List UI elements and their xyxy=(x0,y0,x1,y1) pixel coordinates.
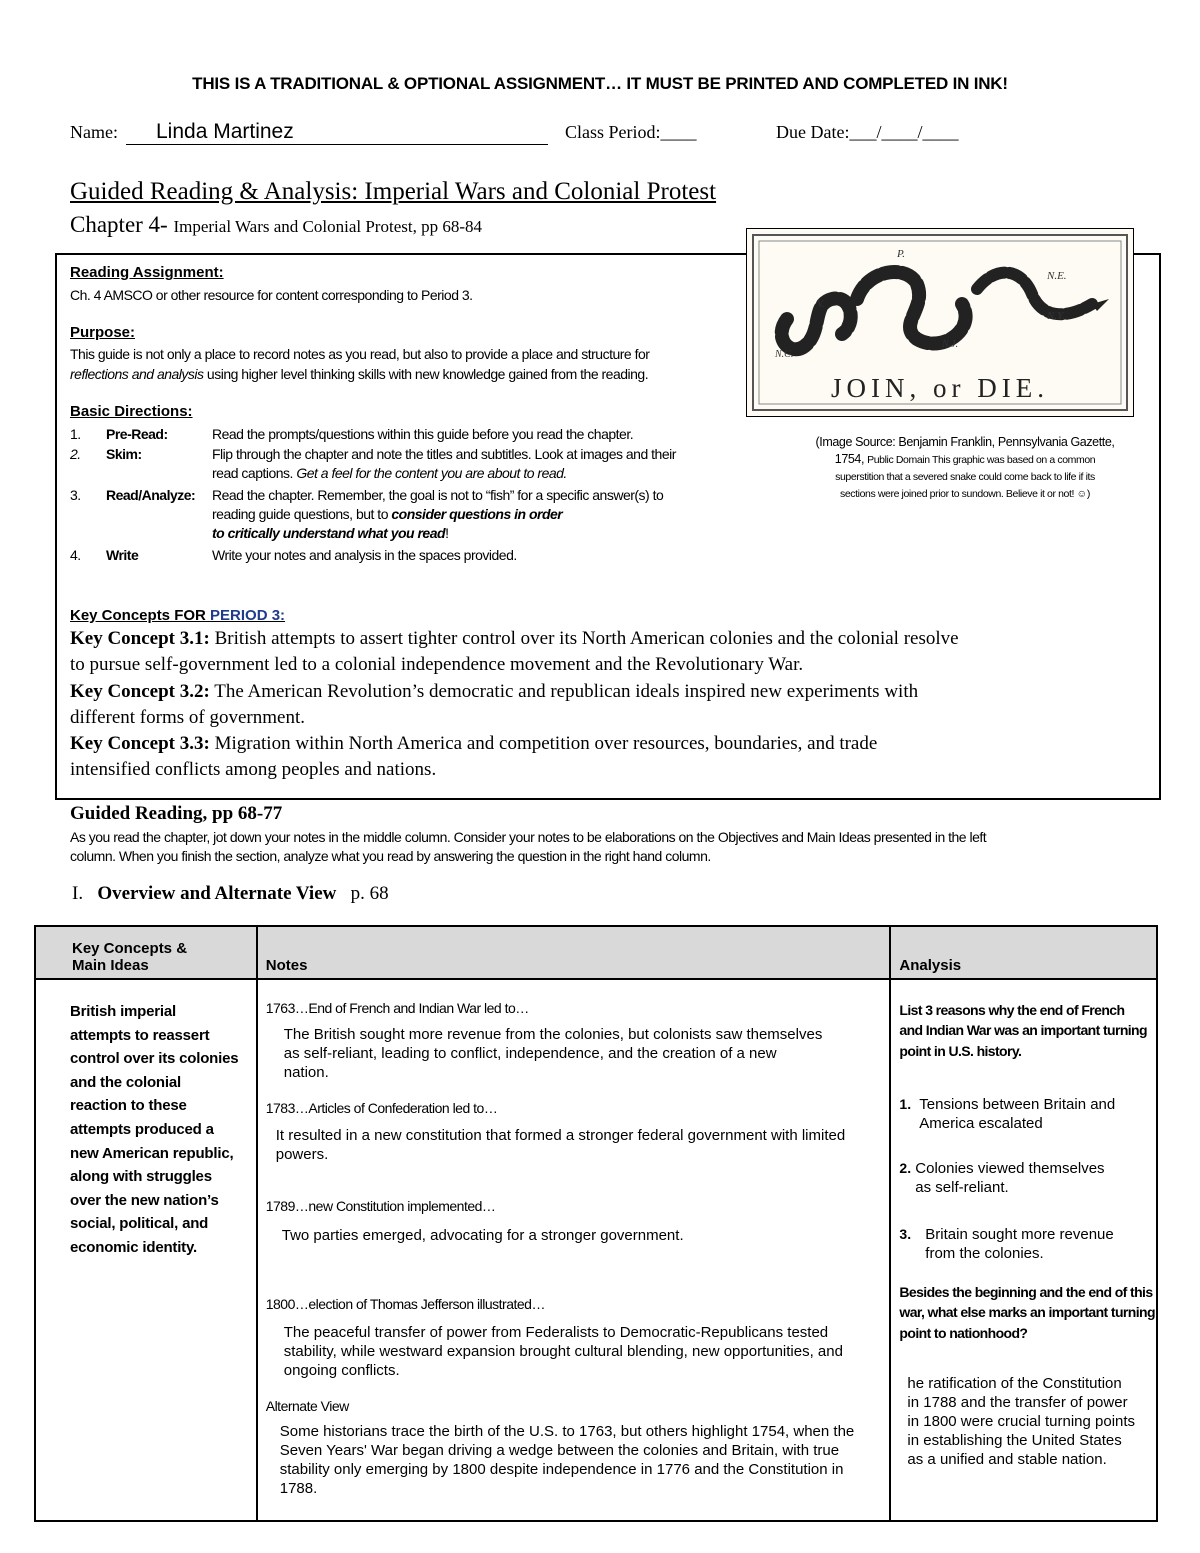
direction-num: 2. xyxy=(70,446,81,462)
key-concept-label: Key Concept 3.3: xyxy=(70,733,210,755)
purpose-heading: Purpose: xyxy=(70,324,136,341)
analysis-item-num: 1. xyxy=(899,1096,912,1112)
direction-text-a: read captions. xyxy=(212,465,297,481)
direction-text: Flip through the chapter and note the titles and subtitles. Look at images and their xyxy=(212,446,676,462)
directions-heading: Basic Directions: xyxy=(70,403,193,420)
direction-label: Write xyxy=(106,547,139,563)
table-header-row xyxy=(35,926,1157,979)
note-prompt: Alternate View xyxy=(265,1398,349,1414)
direction-num: 1. xyxy=(70,426,81,442)
note-answer[interactable]: It resulted in a new constitution that formed a stronger federal government with limited powers. xyxy=(275,1127,846,1163)
key-concept-label: Key Concept 3.1: xyxy=(70,628,210,649)
snake-illustration xyxy=(747,229,1133,416)
guided-reading-line: As you read the chapter, jot down your notes in the middle column. Consider your notes to be elaborations on the Objectives and Main Ideas presented in the left xyxy=(70,829,987,845)
key-concept-line: intensified conflicts among peoples and nations. xyxy=(70,759,437,781)
direction-text-end: ! xyxy=(445,525,449,541)
svg-text:N.E.: N.E. xyxy=(1047,270,1067,282)
section-title: Overview and Alternate View xyxy=(97,883,337,904)
guided-reading-heading: Guided Reading, pp 68-77 xyxy=(70,803,283,824)
header-fields xyxy=(70,122,1070,148)
direction-text: Write your notes and analysis in the spaces provided. xyxy=(212,547,517,563)
analysis-item-text: Colonies viewed themselves as self-reliant. xyxy=(915,1160,1105,1196)
svg-text:N.C.: N.C. xyxy=(775,349,794,360)
key-concept-text: British attempts to assert tighter control over its North American colonies and the colonial resolve xyxy=(209,628,959,649)
direction-text-bold-italic: consider questions in order xyxy=(391,506,563,522)
key-concept-line xyxy=(70,679,1150,705)
analysis-item[interactable] xyxy=(899,1095,1155,1133)
direction-text xyxy=(212,524,752,542)
caption-line: (Image Source: Benjamin Franklin, Pennsylvania Gazette, xyxy=(815,435,1115,449)
note-prompt: 1789…new Constitution implemented… xyxy=(265,1198,496,1214)
direction-num: 3. xyxy=(70,487,81,503)
direction-num: 4. xyxy=(70,547,81,563)
direction-text xyxy=(212,505,752,523)
chapter-subtitle: Imperial Wars and Colonial Protest, pp 68-84 xyxy=(173,217,482,236)
analysis-item-text: Britain sought more revenue from the colonies. xyxy=(925,1226,1114,1262)
section-page: p. 68 xyxy=(350,883,389,904)
svg-text:N.Y.: N.Y. xyxy=(1047,310,1065,322)
assignment-banner: THIS IS A TRADITIONAL & OPTIONAL ASSIGNMENT… IT MUST BE PRINTED AND COMPLETED IN INK! xyxy=(192,74,1008,93)
key-concept-text: Migration within North America and competition over resources, boundaries, and trade xyxy=(209,733,878,755)
analysis-item-text: Tensions between Britain and America escalated xyxy=(919,1096,1116,1132)
note-answer[interactable]: The peaceful transfer of power from Federalists to Democratic-Republicans tested stability, while westward expansion brought cultural blending, new opportunities, and ongoing conflicts. xyxy=(283,1324,843,1379)
header-notes: Notes xyxy=(257,926,891,979)
note-prompt: 1783…Articles of Confederation led to… xyxy=(265,1100,498,1116)
due-date-field[interactable]: Due Date:___/____/____ xyxy=(776,122,959,142)
reading-assignment-text: Ch. 4 AMSCO or other resource for content corresponding to Period 3. xyxy=(70,287,473,303)
purpose-italic: reflections and analysis xyxy=(70,366,204,382)
caption-line xyxy=(790,451,1140,469)
purpose-rest: using higher level thinking skills with new knowledge gained from the reading. xyxy=(203,366,649,382)
chapter-label: Chapter 4- xyxy=(70,212,168,237)
name-label: Name: xyxy=(70,122,118,142)
section-heading xyxy=(72,883,389,905)
direction-text xyxy=(212,464,752,482)
caption-part: Public Domain This graphic was based on a common xyxy=(867,454,1096,466)
direction-text-bold-italic: to critically understand what you read xyxy=(212,525,446,541)
section-num: I. xyxy=(72,883,84,904)
direction-text-a: reading guide questions, but to xyxy=(212,506,392,522)
motto-text: JOIN, or DIE. xyxy=(831,373,1049,403)
analysis-question: Besides the beginning and the end of this war, what else marks an important turning point to nationhood? xyxy=(899,1284,1155,1341)
purpose-line2 xyxy=(70,366,648,382)
key-concept-line xyxy=(70,626,1150,652)
svg-text:N.J.: N.J. xyxy=(942,339,959,350)
notes-table xyxy=(34,925,1158,1522)
direction-label: Pre-Read: xyxy=(106,426,168,442)
analysis-answer[interactable]: he ratification of the Constitution in 1788 and the transfer of power in 1800 were crucial turning points in establishing the United States as a unified and stable nation. xyxy=(907,1375,1136,1468)
note-prompt: 1763…End of French and Indian War led to… xyxy=(265,1000,529,1016)
key-concepts-heading-a: Key Concepts FOR xyxy=(70,607,211,624)
analysis-cell[interactable] xyxy=(890,979,1157,1521)
class-period-field[interactable]: Class Period:____ xyxy=(565,122,697,142)
direction-text-italic: Get a feel for the content you are about to read. xyxy=(296,465,567,481)
key-concepts-heading-b: PERIOD 3: xyxy=(210,607,286,624)
svg-text:P.: P. xyxy=(897,248,906,260)
chapter-heading xyxy=(70,212,482,238)
image-caption xyxy=(790,434,1140,503)
key-concepts-heading xyxy=(70,607,285,624)
key-concept-line xyxy=(70,731,1150,757)
direction-label: Skim: xyxy=(106,446,142,462)
header-label: Key Concepts & xyxy=(72,940,188,957)
header-key-concepts xyxy=(35,926,257,979)
direction-text: Read the prompts/questions within this guide before you read the chapter. xyxy=(212,426,634,442)
header-label: Main Ideas xyxy=(72,957,149,974)
analysis-item-num: 2. xyxy=(899,1160,912,1176)
purpose-line1: This guide is not only a place to record notes as you read, but also to provide a place and structure for xyxy=(70,346,650,362)
analysis-question: List 3 reasons why the end of French and Indian War was an important turning point in U.S. history. xyxy=(899,1002,1147,1059)
caption-part: 1754, xyxy=(834,452,868,466)
key-concept-text: The American Revolution’s democratic and republican ideals inspired new experiments with xyxy=(209,680,919,702)
main-idea-text: British imperial attempts to reassert control over its colonies and the colonial reaction to these attempts produced a new American republic, along with struggles over the new nation’s social, political, and economic identity. xyxy=(70,1003,239,1256)
caption-line: superstition that a severed snake could come back to life if its xyxy=(835,471,1095,483)
note-answer[interactable]: Some historians trace the birth of the U.S. to 1763, but others highlight 1754, when the Seven Years' War began driving a wedge between the colonies and Britain, with true stability only emerging by 1800 despite independence in 1776 and the Constitution in 1788. xyxy=(279,1423,855,1497)
note-answer[interactable]: The British sought more revenue from the colonies, but colonists saw themselves as self-reliant, leading to conflict, independence, and the creation of a new nation. xyxy=(283,1026,823,1081)
header-analysis: Analysis xyxy=(890,926,1157,979)
key-concept-line: different forms of government. xyxy=(70,706,305,728)
note-answer[interactable]: Two parties emerged, advocating for a stronger government. xyxy=(281,1227,684,1244)
key-concepts-list xyxy=(70,626,1150,784)
table-row xyxy=(35,979,1157,1521)
join-or-die-image xyxy=(746,228,1134,417)
note-prompt: 1800…election of Thomas Jefferson illustrated… xyxy=(265,1296,545,1312)
direction-label: Read/Analyze: xyxy=(106,487,196,503)
name-field[interactable] xyxy=(126,120,548,145)
guided-reading-line: column. When you finish the section, analyze what you read by answering the question in the right hand column. xyxy=(70,848,711,864)
analysis-item[interactable] xyxy=(899,1159,1155,1197)
page-title: Guided Reading & Analysis: Imperial Wars and Colonial Protest xyxy=(70,178,717,205)
caption-line: sections were joined prior to sundown. Believe it or not! ☺) xyxy=(840,488,1090,500)
key-concept-label: Key Concept 3.2: xyxy=(70,680,210,702)
notes-cell[interactable] xyxy=(257,979,891,1521)
svg-text:V.: V. xyxy=(817,299,825,310)
reading-assignment-heading: Reading Assignment: xyxy=(70,264,224,281)
analysis-item[interactable] xyxy=(899,1225,1155,1263)
main-idea-cell xyxy=(35,979,257,1521)
name-value: Linda Martinez xyxy=(156,120,294,143)
direction-text: Read the chapter. Remember, the goal is not to “fish” for a specific answer(s) to xyxy=(212,487,664,503)
analysis-item-num: 3. xyxy=(899,1226,912,1242)
key-concept-line: to pursue self-government led to a colonial independence movement and the Revolutionary War. xyxy=(70,654,804,676)
